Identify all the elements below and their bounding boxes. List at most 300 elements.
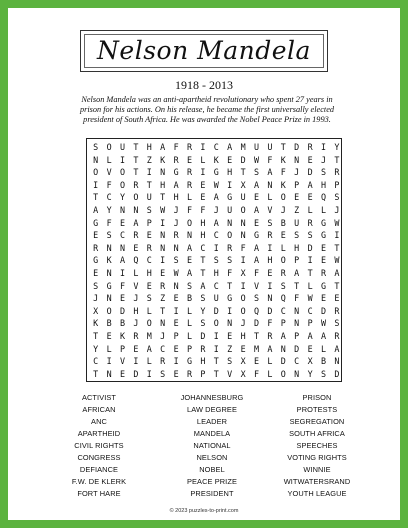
grid-letter: N — [119, 242, 126, 253]
grid-letter: H — [294, 242, 300, 253]
grid-letter: T — [307, 268, 313, 278]
grid-letter: A — [186, 242, 193, 253]
grid-letter: I — [227, 305, 233, 316]
grid-letter: J — [213, 205, 219, 215]
grid-letter: R — [280, 268, 286, 278]
grid-letter: L — [267, 368, 273, 379]
grid-letter: W — [173, 268, 179, 278]
grid-letter: O — [280, 255, 286, 266]
grid-letter: E — [253, 192, 260, 203]
grid-row — [87, 254, 341, 267]
grid-letter: H — [200, 217, 206, 228]
grid-letter: K — [93, 318, 99, 329]
grid-letter: T — [133, 154, 139, 165]
grid-letter: T — [93, 192, 99, 203]
grid-letter: J — [160, 331, 166, 341]
word-list-item: ACTIVIST — [81, 393, 117, 402]
grid-letter: Y — [200, 305, 206, 316]
grid-letter: U — [146, 192, 152, 203]
grid-letter: J — [133, 293, 139, 304]
grid-letter: F — [267, 318, 273, 329]
grid-letter: E — [253, 217, 260, 228]
grid-letter: W — [320, 318, 327, 329]
grid-letter: B — [119, 318, 126, 329]
grid-letter: H — [146, 268, 152, 278]
grid-letter: J — [294, 167, 300, 178]
grid-letter: S — [307, 230, 313, 241]
grid-letter: I — [173, 305, 179, 316]
grid-letter: E — [146, 230, 152, 241]
grid-letter: F — [200, 205, 206, 215]
grid-letter: S — [280, 280, 286, 291]
grid-letter: D — [307, 167, 313, 178]
grid-letter: L — [186, 192, 193, 203]
grid-letter: H — [200, 230, 206, 241]
grid-letter: E — [307, 192, 313, 203]
grid-letter: A — [253, 242, 260, 253]
word-list-item: SEGREGATION — [289, 417, 345, 426]
grid-letter: R — [160, 356, 166, 367]
grid-letter: O — [146, 318, 152, 329]
grid-letter: O — [106, 305, 112, 316]
grid-letter: C — [213, 142, 219, 152]
grid-letter: R — [93, 242, 99, 253]
grid-letter: I — [213, 343, 219, 354]
grid-letter: H — [146, 142, 152, 152]
grid-letter: V — [227, 368, 233, 379]
grid-letter: I — [227, 179, 233, 190]
grid-letter: I — [320, 142, 327, 152]
grid-row — [87, 355, 341, 368]
grid-letter: O — [106, 142, 112, 152]
grid-letter: P — [200, 368, 206, 379]
grid-letter: N — [294, 154, 300, 165]
grid-letter: W — [160, 205, 166, 215]
word-list-item: SOUTH AFRICA — [289, 429, 345, 438]
grid-letter: G — [213, 167, 219, 178]
grid-letter: I — [146, 368, 152, 379]
grid-letter: P — [294, 331, 300, 341]
word-list-item: NATIONAL — [193, 441, 231, 450]
grid-letter: X — [240, 356, 246, 367]
grid-letter: S — [93, 280, 99, 291]
grid-letter: I — [307, 255, 313, 266]
grid-letter: E — [200, 192, 206, 203]
grid-letter: Z — [294, 205, 300, 215]
grid-row — [87, 141, 341, 154]
grid-letter: R — [160, 280, 166, 291]
grid-letter: T — [93, 331, 99, 341]
grid-letter: L — [186, 331, 193, 341]
grid-letter: X — [93, 305, 99, 316]
grid-letter: V — [119, 356, 126, 367]
title-frame — [80, 30, 328, 72]
grid-letter: W — [334, 217, 340, 228]
grid-letter: S — [160, 368, 166, 379]
grid-letter: E — [133, 242, 139, 253]
grid-letter: G — [253, 230, 260, 241]
grid-letter: E — [173, 318, 179, 329]
grid-letter: S — [320, 167, 327, 178]
grid-letter: J — [240, 318, 246, 329]
grid-letter: N — [186, 230, 193, 241]
grid-row — [87, 267, 341, 280]
grid-letter: V — [267, 205, 273, 215]
grid-letter: L — [280, 242, 286, 253]
grid-row — [87, 242, 341, 255]
grid-letter: T — [253, 331, 260, 341]
grid-letter: U — [294, 217, 300, 228]
word-list-item: VOTING RIGHTS — [287, 453, 347, 462]
grid-letter: N — [173, 280, 179, 291]
grid-letter: A — [253, 205, 260, 215]
grid-letter: B — [280, 217, 286, 228]
grid-letter: I — [200, 167, 206, 178]
grid-letter: D — [213, 305, 219, 316]
word-list-item: PROTESTS — [296, 405, 338, 414]
grid-letter: S — [186, 280, 193, 291]
grid-letter: G — [320, 280, 327, 291]
grid-letter: J — [133, 318, 139, 329]
grid-letter: E — [119, 368, 126, 379]
grid-letter: Y — [93, 343, 99, 354]
grid-letter: R — [186, 167, 193, 178]
grid-letter: I — [267, 242, 273, 253]
grid-letter: C — [213, 230, 219, 241]
biography-text: Nelson Mandela was an anti-apartheid revolutionary who spent 27 years in prison for his actions. On his release, he became the first universally elected president of South Africa. He was awarded the Nobel Peace Prize in 1993. — [79, 95, 335, 124]
grid-letter: P — [334, 179, 340, 190]
grid-letter: I — [119, 268, 126, 278]
grid-letter: J — [93, 293, 99, 304]
grid-letter: L — [146, 356, 152, 367]
grid-letter: C — [119, 230, 126, 241]
grid-letter: A — [334, 343, 340, 354]
grid-letter: R — [186, 142, 193, 152]
grid-letter: E — [334, 293, 340, 304]
word-list-item: PRESIDENT — [190, 489, 234, 498]
word-list-item: NOBEL — [199, 465, 225, 474]
grid-letter: I — [160, 255, 166, 266]
grid-letter: I — [213, 242, 219, 253]
grid-letter: Y — [334, 142, 340, 152]
grid-letter: J — [320, 154, 327, 165]
word-list-item: ANC — [91, 417, 107, 426]
word-list-item: LEADER — [196, 417, 228, 426]
grid-letter: F — [253, 368, 260, 379]
grid-letter: S — [173, 255, 179, 266]
word-list-item: DEFIANCE — [79, 465, 119, 474]
grid-letter: C — [294, 356, 300, 367]
grid-letter: S — [106, 230, 112, 241]
grid-letter: S — [320, 368, 327, 379]
grid-letter: T — [240, 167, 246, 178]
word-list-item: F.W. DE KLERK — [71, 477, 127, 486]
word-list-item: AFRICAN — [82, 405, 116, 414]
grid-letter: R — [334, 167, 340, 178]
grid-letter: D — [267, 305, 273, 316]
word-list-item: LAW DEGREE — [186, 405, 237, 414]
grid-letter: O — [280, 192, 286, 203]
grid-letter: N — [133, 205, 139, 215]
grid-letter: E — [294, 192, 300, 203]
grid-letter: N — [294, 318, 300, 329]
grid-letter: T — [133, 167, 139, 178]
grid-letter: T — [213, 368, 219, 379]
grid-letter: A — [93, 205, 99, 215]
grid-letter: R — [307, 142, 313, 152]
grid-letter: D — [133, 368, 139, 379]
grid-letter: H — [160, 179, 166, 190]
grid-letter: N — [240, 230, 246, 241]
grid-letter: B — [106, 318, 112, 329]
grid-letter: E — [267, 268, 273, 278]
grid-row — [87, 305, 341, 318]
word-list-item: CIVIL RIGHTS — [74, 441, 124, 450]
grid-letter: L — [267, 356, 273, 367]
grid-letter: G — [320, 217, 327, 228]
grid-letter: S — [334, 318, 340, 329]
grid-letter: A — [267, 167, 273, 178]
grid-letter: R — [320, 268, 327, 278]
grid-letter: H — [240, 331, 246, 341]
grid-row — [87, 217, 341, 230]
grid-letter: W — [334, 255, 340, 266]
grid-letter: L — [267, 192, 273, 203]
grid-letter: I — [200, 142, 206, 152]
grid-row — [87, 280, 341, 293]
grid-letter: D — [307, 242, 313, 253]
grid-letter: T — [160, 192, 166, 203]
grid-letter: L — [186, 305, 193, 316]
grid-letter: T — [146, 179, 152, 190]
grid-letter: M — [240, 142, 246, 152]
grid-letter: M — [253, 343, 260, 354]
grid-letter: S — [227, 356, 233, 367]
grid-letter: J — [173, 217, 179, 228]
grid-letter: F — [173, 142, 179, 152]
grid-letter: L — [186, 318, 193, 329]
grid-letter: T — [200, 268, 206, 278]
grid-letter: E — [119, 293, 126, 304]
grid-letter: F — [106, 217, 112, 228]
page-title: Nelson Mandela — [97, 36, 311, 65]
grid-letter: O — [119, 179, 126, 190]
grid-letter: S — [227, 255, 233, 266]
grid-letter: H — [267, 255, 273, 266]
grid-letter: L — [133, 268, 139, 278]
grid-letter: I — [240, 280, 246, 291]
grid-letter: I — [267, 280, 273, 291]
grid-letter: N — [160, 318, 166, 329]
grid-letter: P — [186, 343, 193, 354]
grid-letter: E — [186, 255, 193, 266]
grid-letter: U — [227, 205, 233, 215]
grid-letter: A — [334, 268, 340, 278]
grid-letter: L — [307, 280, 313, 291]
grid-row — [87, 292, 341, 305]
grid-letter: R — [307, 217, 313, 228]
grid-letter: Y — [307, 368, 313, 379]
grid-letter: K — [119, 331, 126, 341]
grid-letter: L — [146, 305, 152, 316]
grid-letter: N — [106, 268, 112, 278]
grid-letter: R — [334, 305, 340, 316]
grid-letter: T — [133, 142, 139, 152]
grid-letter: N — [334, 356, 340, 367]
grid-letter: T — [280, 142, 286, 152]
grid-letter: H — [320, 179, 327, 190]
grid-row — [87, 166, 341, 179]
grid-letter: J — [334, 205, 340, 215]
grid-letter: T — [160, 305, 166, 316]
word-list-item: WINNIE — [303, 465, 331, 474]
grid-letter: D — [320, 305, 327, 316]
grid-letter: S — [146, 205, 152, 215]
grid-letter: S — [294, 230, 300, 241]
grid-letter: N — [294, 305, 300, 316]
grid-letter: T — [93, 368, 99, 379]
word-list-item: YOUTH LEAGUE — [287, 489, 347, 498]
grid-letter: P — [280, 318, 286, 329]
grid-letter: R — [133, 179, 139, 190]
grid-letter: S — [334, 192, 340, 203]
grid-letter: A — [133, 217, 139, 228]
grid-letter: D — [200, 331, 206, 341]
grid-letter: L — [106, 343, 112, 354]
grid-letter: A — [227, 142, 233, 152]
grid-letter: G — [227, 192, 233, 203]
grid-letter: A — [307, 331, 313, 341]
grid-letter: W — [213, 179, 219, 190]
grid-letter: O — [186, 217, 193, 228]
grid-letter: F — [294, 293, 300, 304]
grid-letter: I — [334, 230, 340, 241]
grid-letter: T — [213, 356, 219, 367]
grid-letter: E — [173, 368, 179, 379]
grid-letter: G — [227, 293, 233, 304]
grid-letter: R — [334, 331, 340, 341]
grid-letter: I — [146, 167, 152, 178]
grid-letter: N — [106, 368, 112, 379]
grid-letter: Z — [160, 293, 166, 304]
grid-letter: D — [294, 142, 300, 152]
grid-letter: O — [227, 230, 233, 241]
grid-letter: S — [213, 255, 219, 266]
grid-letter: S — [93, 142, 99, 152]
grid-letter: D — [240, 154, 246, 165]
grid-letter: I — [240, 255, 246, 266]
grid-letter: E — [307, 154, 313, 165]
grid-letter: E — [320, 293, 327, 304]
grid-letter: R — [133, 331, 139, 341]
grid-letter: A — [294, 268, 300, 278]
grid-letter: S — [200, 293, 206, 304]
grid-letter: R — [133, 230, 139, 241]
word-list-item: APARTHEID — [77, 429, 121, 438]
grid-letter: G — [93, 255, 99, 266]
word-list-item: PRISON — [302, 393, 332, 402]
grid-letter: O — [240, 305, 246, 316]
grid-letter: Q — [133, 255, 139, 266]
word-list-item: MANDELA — [193, 429, 231, 438]
grid-letter: F — [280, 167, 286, 178]
grid-row — [87, 368, 341, 381]
grid-letter: I — [106, 356, 112, 367]
grid-row — [87, 229, 341, 242]
grid-letter: V — [106, 167, 112, 178]
grid-letter: S — [146, 293, 152, 304]
grid-letter: H — [227, 167, 233, 178]
grid-letter: E — [186, 154, 193, 165]
grid-letter: R — [227, 242, 233, 253]
grid-letter: N — [227, 318, 233, 329]
grid-letter: I — [213, 331, 219, 341]
grid-letter: X — [240, 368, 246, 379]
grid-letter: Z — [146, 154, 152, 165]
grid-letter: W — [307, 293, 313, 304]
grid-letter: M — [146, 331, 152, 341]
grid-letter: L — [320, 343, 327, 354]
grid-letter: S — [253, 293, 260, 304]
grid-letter: R — [173, 154, 179, 165]
grid-letter: E — [93, 230, 99, 241]
grid-letter: V — [253, 280, 260, 291]
grid-letter: U — [119, 142, 126, 152]
grid-letter: A — [253, 255, 260, 266]
grid-letter: I — [133, 356, 139, 367]
grid-letter: I — [93, 179, 99, 190]
grid-letter: A — [160, 142, 166, 152]
grid-letter: O — [280, 368, 286, 379]
word-list-item: SPEECHES — [296, 441, 338, 450]
grid-letter: F — [186, 205, 193, 215]
grid-letter: T — [294, 280, 300, 291]
grid-letter: A — [253, 179, 260, 190]
grid-letter: A — [146, 343, 152, 354]
grid-letter: C — [106, 192, 112, 203]
grid-letter: I — [119, 154, 126, 165]
grid-letter: Z — [227, 343, 233, 354]
grid-letter: A — [173, 179, 179, 190]
grid-letter: A — [186, 268, 193, 278]
grid-letter: R — [186, 368, 193, 379]
grid-letter: R — [200, 343, 206, 354]
grid-letter: L — [320, 205, 327, 215]
grid-letter: J — [280, 205, 286, 215]
grid-letter: R — [146, 242, 152, 253]
grid-letter: U — [240, 192, 246, 203]
grid-letter: A — [307, 179, 313, 190]
grid-letter: N — [160, 230, 166, 241]
grid-letter: D — [334, 368, 340, 379]
grid-letter: K — [280, 179, 286, 190]
grid-letter: C — [213, 280, 219, 291]
grid-letter: W — [253, 154, 260, 165]
grid-letter: B — [320, 356, 327, 367]
grid-letter: I — [160, 217, 166, 228]
grid-letter: G — [93, 217, 99, 228]
grid-row — [87, 179, 341, 192]
grid-letter: S — [253, 167, 260, 178]
grid-letter: C — [146, 255, 152, 266]
grid-letter: E — [173, 293, 179, 304]
grid-letter: E — [200, 179, 206, 190]
copyright-footer: © 2023 puzzles-to-print.com — [169, 508, 239, 514]
grid-letter: C — [280, 305, 286, 316]
grid-letter: N — [280, 343, 286, 354]
grid-letter: D — [280, 356, 286, 367]
word-search-grid — [86, 138, 342, 382]
